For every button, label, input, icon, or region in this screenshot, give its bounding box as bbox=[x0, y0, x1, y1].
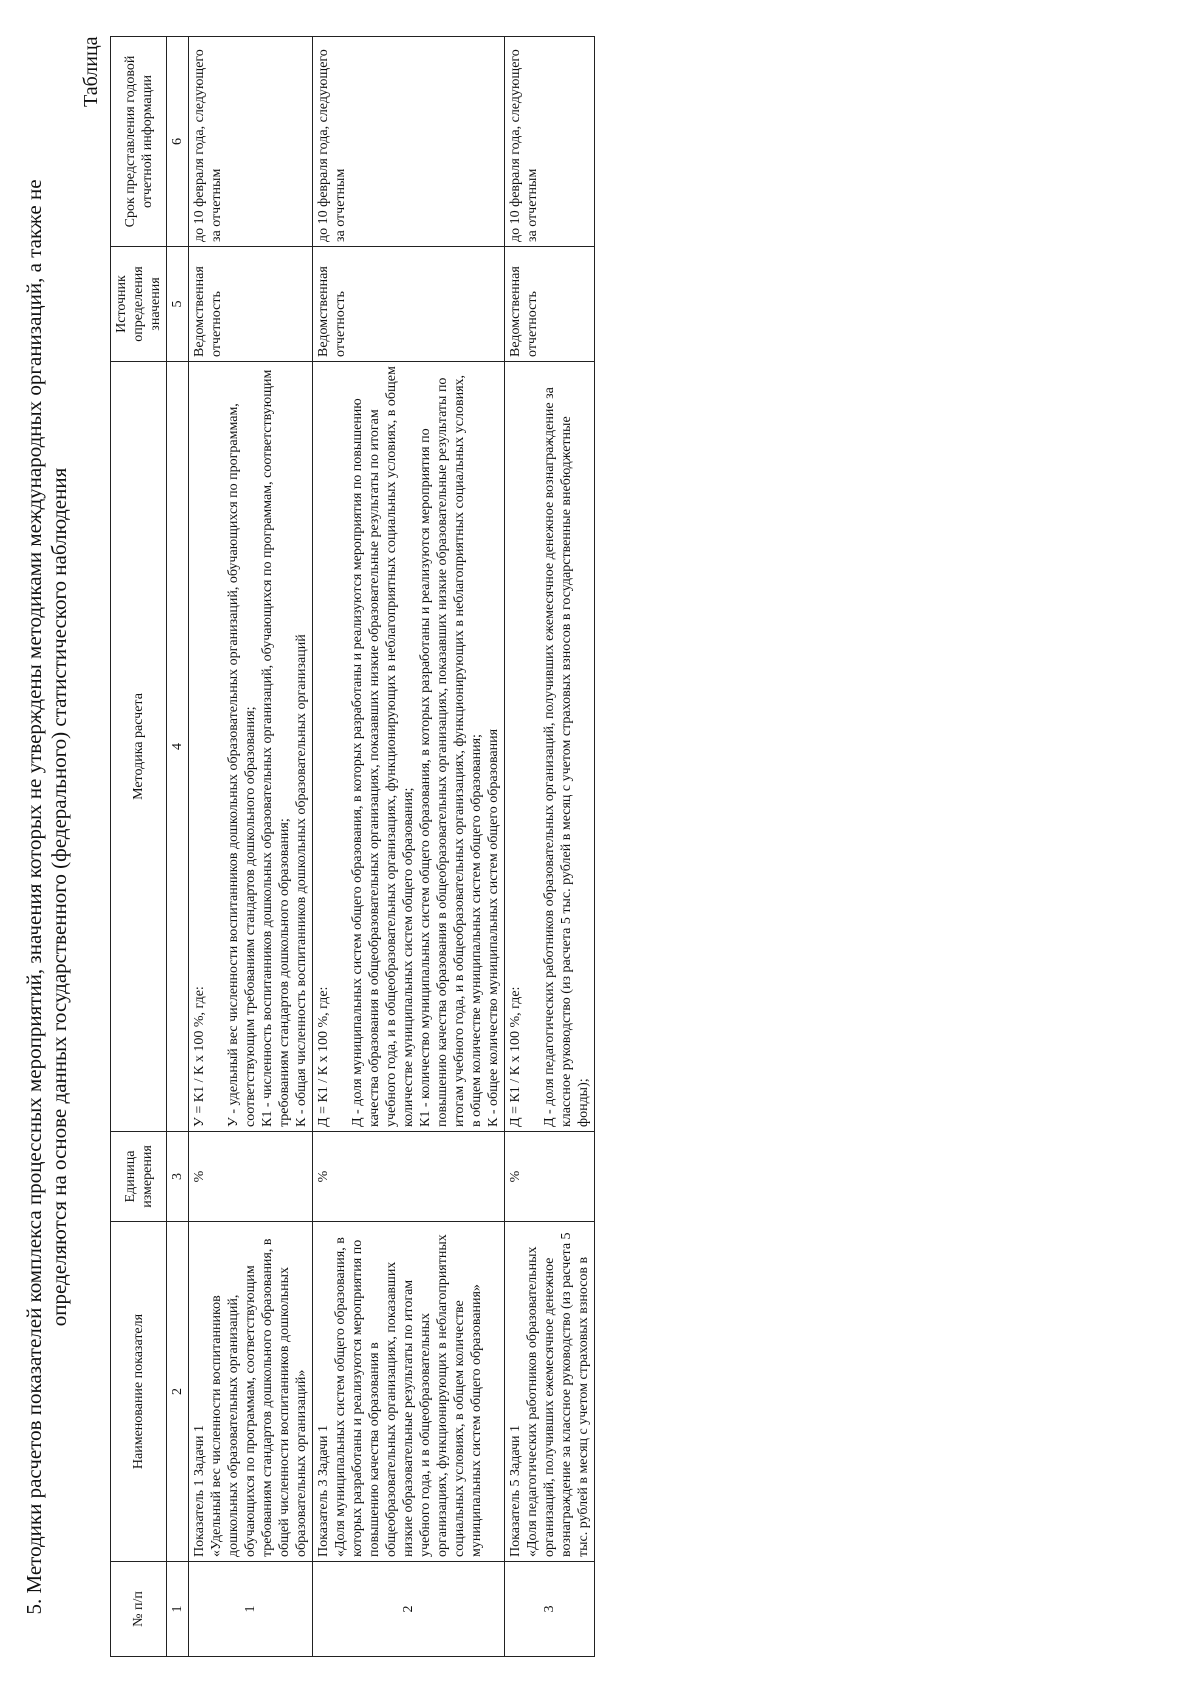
source: Ведомственная отчетность bbox=[189, 247, 313, 362]
deadline: до 10 февраля года, следующего за отчетным bbox=[505, 37, 595, 247]
methods-table bbox=[110, 36, 595, 1657]
table-row bbox=[189, 37, 313, 1657]
indicator-name: Показатель 3 Задачи 1 «Доля муниципальных систем общего образования, в которых разработаны и реализуются мероприятия по повышению качества образования в общеобразовательных организациях, показавших низкие образовательные результаты по итогам учебного года, и в общеобразовательных организациях, функционирующих в неблагоприятных социальных условиях, в общем количестве муниципальных систем общего образования» bbox=[313, 1222, 505, 1562]
source: Ведомственная отчетность bbox=[505, 247, 595, 362]
col-number-6: 6 bbox=[167, 37, 189, 247]
table-label: Таблица bbox=[80, 36, 102, 107]
deadline: до 10 февраля года, следующего за отчетным bbox=[313, 37, 505, 247]
col-header-deadline: Срок представления годовой отчетной информации bbox=[111, 37, 167, 247]
calculation-method: Д = К1 / К х 100 %, где: Д - доля муниципальных систем общего образования, в которых разработаны и реализуются мероприятия по повышению качества образования в общеобразовательных организациях, показавших низкие образовательные результаты по итогам учебного года, и в общеобразовательных организациях, функционирующих в неблагоприятных социальных условиях, в общем количестве муниципальных систем общего образования; К1 - количество муниципальных систем общего образования, в которых разработаны и реализуются мероприятия по повышению качества образования в общеобразовательных организациях, показавших низкие образовательные результаты по итогам учебного года, и в общеобразовательных организациях, функционирующих в неблагоприятных социальных условиях, в общем количестве муниципальных систем общего образования; К - общее количество муниципальных систем общего образования bbox=[313, 362, 505, 1132]
row-num: 1 bbox=[189, 1562, 313, 1657]
calculation-method: У = К1 / К х 100 %, где: У - удельный вес численности воспитанников дошкольных образовательных организаций, обучающихся по программам, соответствующим требованиям стандартов дошкольного образования; К1 - численность воспитанников дошкольных образовательных организаций, обучающихся по программам, соответствующим требованиям стандартов дошкольного образования; К - общая численность воспитанников дошкольных образовательных организаций bbox=[189, 362, 313, 1132]
deadline: до 10 февраля года, следующего за отчетным bbox=[189, 37, 313, 247]
column-number-row bbox=[167, 37, 189, 1657]
col-header-name: Наименование показателя bbox=[111, 1222, 167, 1562]
col-number-4: 4 bbox=[167, 362, 189, 1132]
indicator-name: Показатель 5 Задачи 1 «Доля педагогических работников образовательных организаций, получивших ежемесячное денежное вознаграждение за классное руководство (из расчета 5 тыс. рублей в месяц с учетом страховых взносов в bbox=[505, 1222, 595, 1562]
unit: % bbox=[189, 1132, 313, 1222]
source: Ведомственная отчетность bbox=[313, 247, 505, 362]
row-num: 2 bbox=[313, 1562, 505, 1657]
page-title: 5. Методики расчетов показателей комплекса процессных мероприятий, значения которых не утверждены методиками международных организаций, а также не определяются на основе данных государственного (федерального) статистического наблюдения bbox=[22, 179, 71, 1615]
table-row bbox=[313, 37, 505, 1657]
col-number-3: 3 bbox=[167, 1132, 189, 1222]
col-header-unit: Единица измерения bbox=[111, 1132, 167, 1222]
indicator-name: Показатель 1 Задачи 1 «Удельный вес численности воспитанников дошкольных образовательных организаций, обучающихся по программам, соответствующим требованиям стандартов дошкольного образования, в общей численности воспитанников дошкольных образовательных организаций» bbox=[189, 1222, 313, 1562]
calculation-method: Д = К1 / К х 100 %, где: Д - доля педагогических работников образовательных организаций, получивших ежемесячное денежное вознаграждение за классное руководство (из расчета 5 тыс. рублей в месяц с учетом страховых взносов в государственные внебюджетные фонды); bbox=[505, 362, 595, 1132]
table-row bbox=[505, 37, 595, 1657]
col-header-source: Источник определения значения bbox=[111, 247, 167, 362]
row-num: 3 bbox=[505, 1562, 595, 1657]
col-header-num: № п/п bbox=[111, 1562, 167, 1657]
col-number-5: 5 bbox=[167, 247, 189, 362]
col-number-1: 1 bbox=[167, 1562, 189, 1657]
table-header-row bbox=[111, 37, 167, 1657]
unit: % bbox=[505, 1132, 595, 1222]
col-number-2: 2 bbox=[167, 1222, 189, 1562]
col-header-method: Методика расчета bbox=[111, 362, 167, 1132]
unit: % bbox=[313, 1132, 505, 1222]
